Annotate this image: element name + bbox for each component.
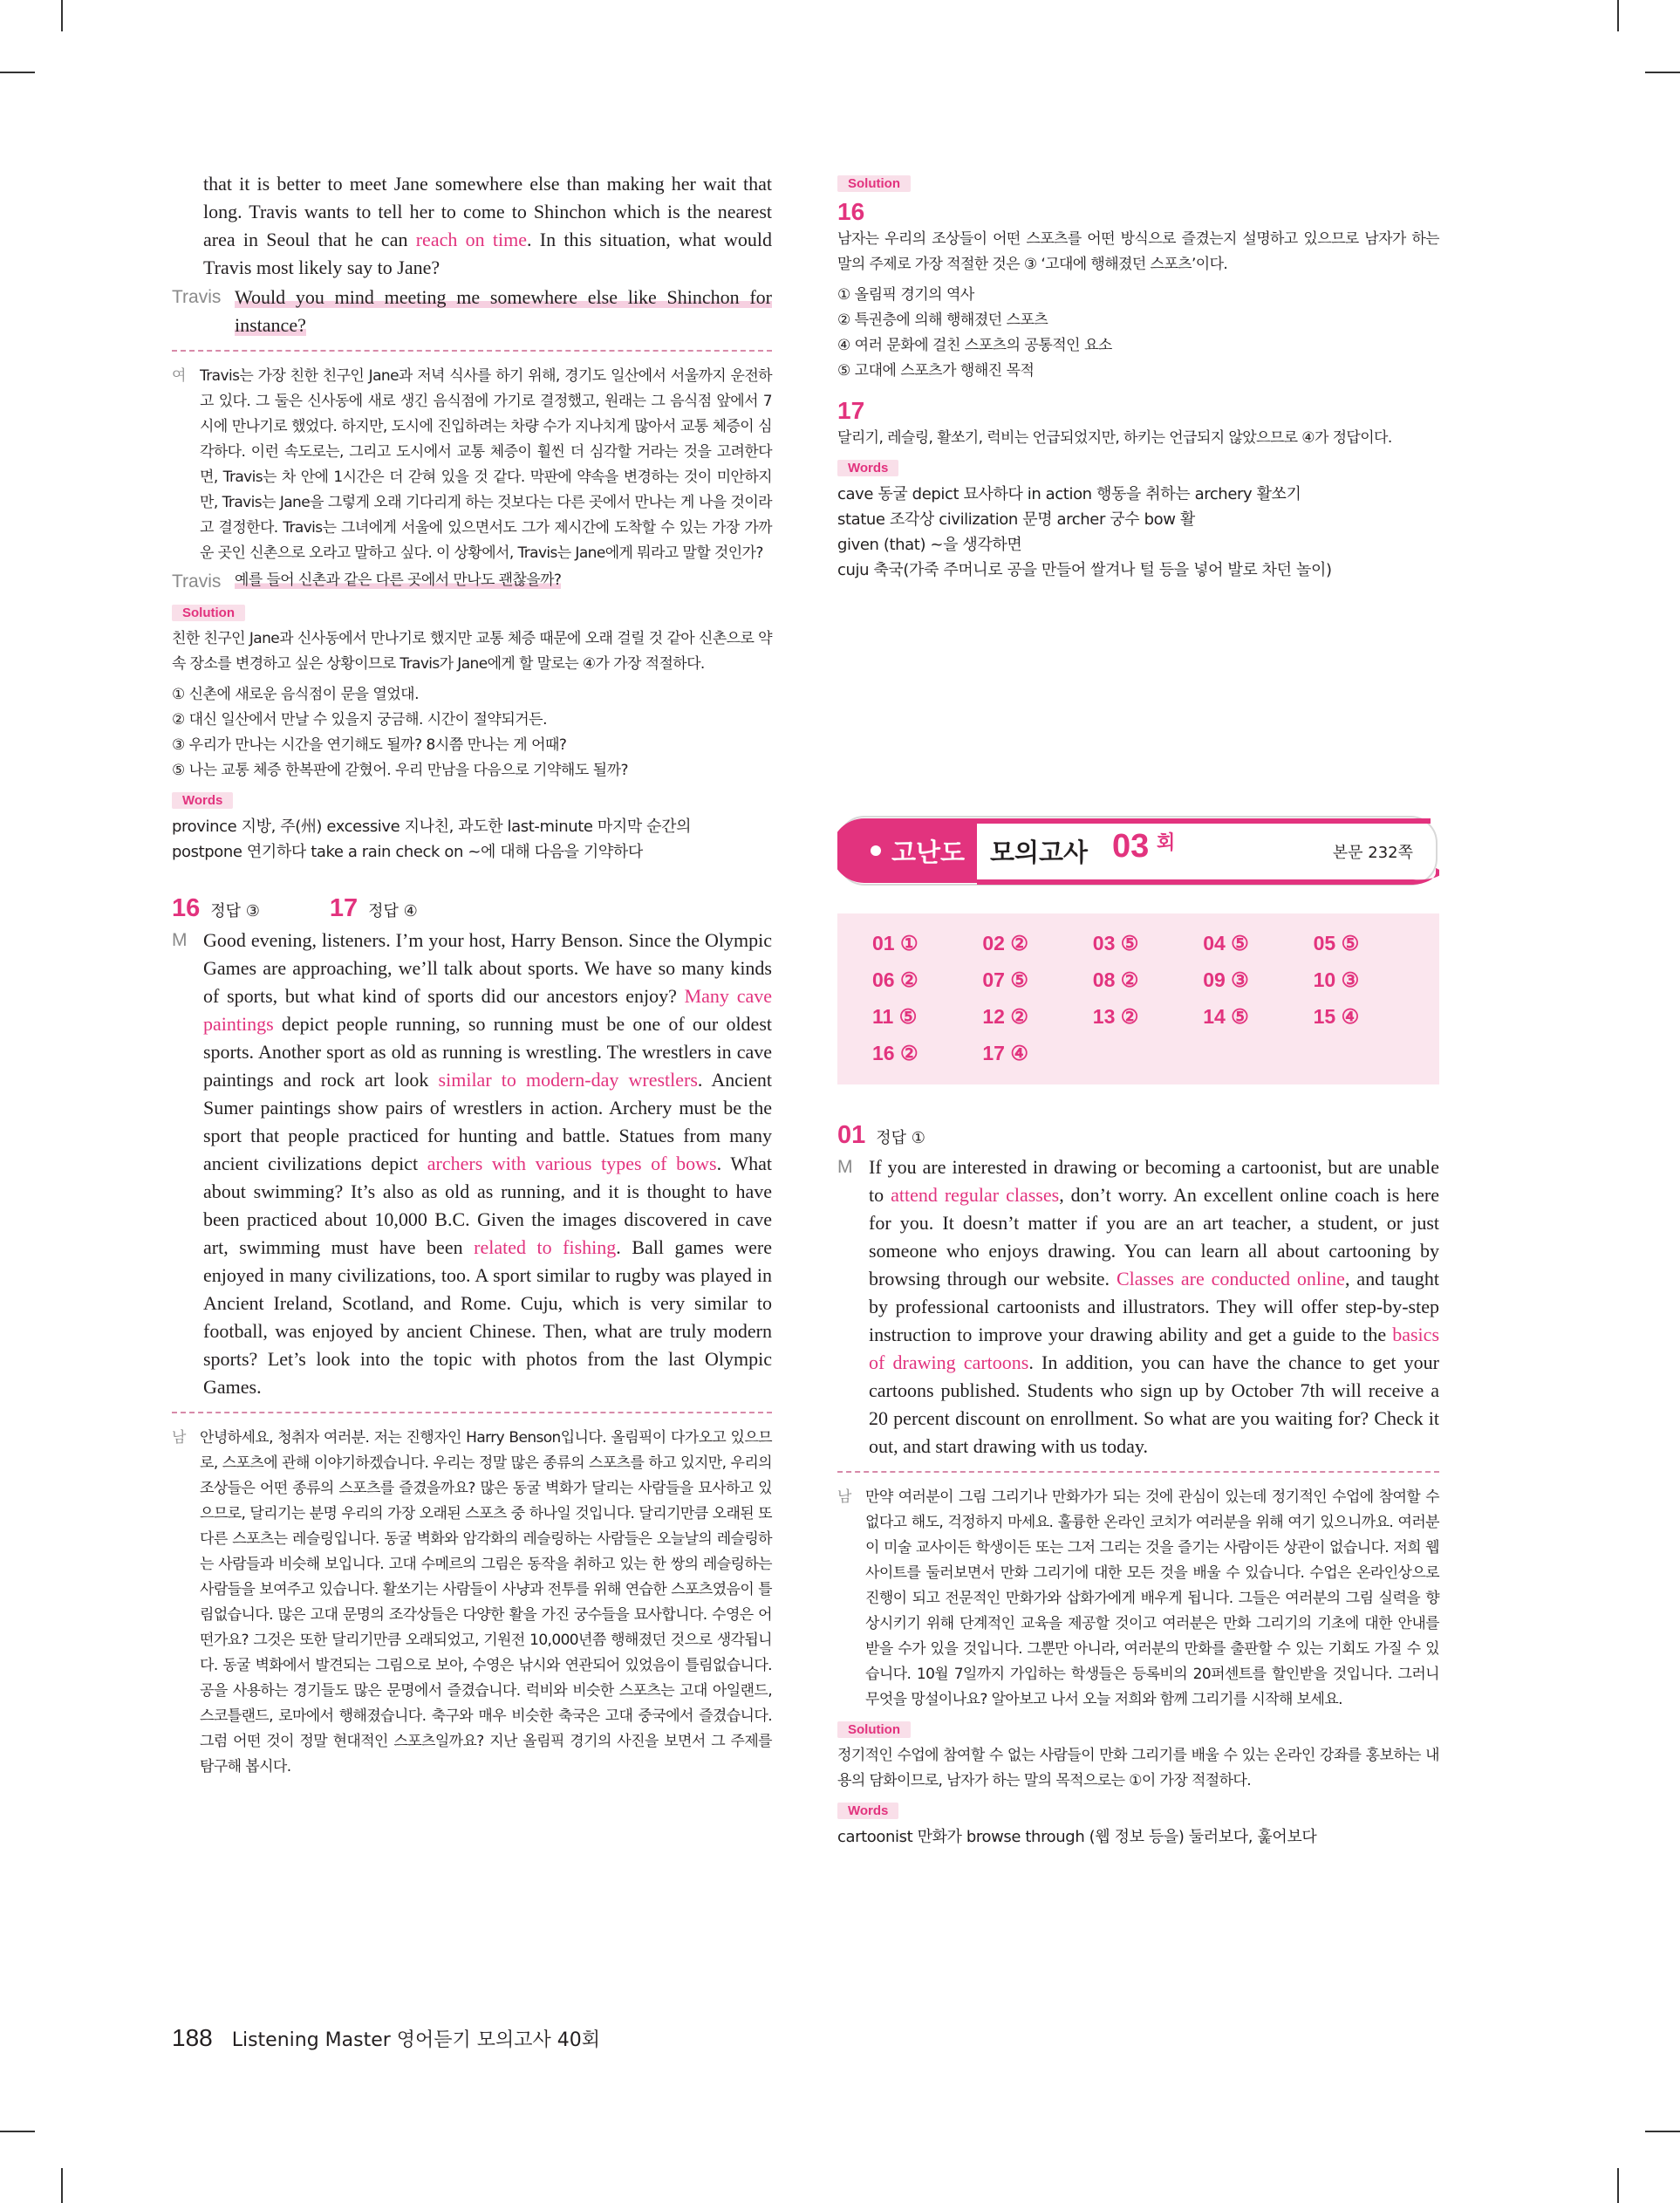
answer-key-item: 04 ⑤: [1203, 932, 1249, 954]
solution-tag: Solution: [172, 605, 245, 621]
answer-key-item: 03 ⑤: [1092, 932, 1139, 954]
script-segment: . Ball games were enjoyed in many civilizations, too. A sport similar to rugby was played in Ancient Ireland, Scotland, and Rome. Cuju, which is very similar to football, was enjoyed by ancient Chinese. Then, what are truly modern sports? Let’s look into the topic with photos from the last Olympic Games.: [203, 1236, 773, 1398]
answer-key-item: 17 ④: [982, 1042, 1028, 1064]
option-item: ⑤ 나는 교통 체증 한복판에 갇혔어. 우리 만남을 다음으로 기약해도 될까?: [172, 762, 629, 779]
vocab-line: province 지방, 주(州) excessive 지나친, 과도한 last-minute 마지막 순간의: [172, 818, 692, 836]
question-header: [837, 1121, 1439, 1150]
option-item: ③ 우리가 만나는 시간을 연기해도 될까? 8시쯤 만나는 게 어때?: [172, 736, 567, 754]
key-phrase: Many cave paintings: [203, 985, 772, 1035]
solution-text: 정기적인 수업에 참여할 수 없는 사람들이 만화 그리기를 배울 수 있는 온라인 강좌를 홍보하는 내용의 담화이므로, 남자가 하는 말의 목적으로는 ①이 가장 적절하다.: [837, 1747, 1439, 1789]
test-suffix: 회: [1157, 832, 1176, 854]
crop-mark: [1617, 0, 1619, 31]
solution-text: 달리기, 레슬링, 활쏘기, 럭비는 언급되었지만, 하키는 언급되지 않았으므로 ④가 정답이다.: [837, 429, 1392, 447]
solution-text: 친한 친구인 Jane과 신사동에서 만나기로 했지만 교통 체증 때문에 오래 걸릴 것 같아 신촌으로 약속 장소를 변경하고 싶은 상황이므로 Travis가 Jane에게 할 말로는 ④가 가장 적절하다.: [172, 630, 772, 673]
crop-mark: [0, 72, 35, 73]
question-number: 16: [172, 894, 201, 922]
speaker-label: 여: [172, 367, 187, 385]
answer-key-grid: [837, 913, 1439, 1084]
book-title: Listening Master 영어듣기 모의고사 40회: [231, 2029, 601, 2051]
answer-key-item: 15 ④: [1313, 1005, 1360, 1028]
speaker-label: 남: [837, 1488, 852, 1506]
answer-key-item: 09 ③: [1203, 968, 1249, 991]
korean-translation: [837, 1485, 1439, 1713]
words-tag: Words: [837, 1803, 898, 1819]
question-header: [172, 894, 772, 923]
test-banner: [837, 816, 1439, 887]
difficulty-label: 고난도: [891, 838, 966, 867]
script-text: that it is better to meet Jane somewhere else than making her wait that long. Travis wants to tell her to come to Shinchon which is the nearest area in Seoul that he can: [203, 173, 772, 250]
korean-travis-line: [172, 568, 772, 596]
speaker-label: M: [172, 930, 188, 950]
travis-line: [172, 284, 772, 339]
script-text: [869, 1153, 1439, 1461]
option-item: ① 신촌에 새로운 음식점이 문을 열었대.: [172, 686, 419, 703]
answer-label: 정답 ③: [210, 902, 260, 920]
vocab-line: cartoonist 만화가 browse through (웹 정보 등을) 둘러보다, 훑어보다: [837, 1828, 1317, 1846]
vocab-line: cuju 축국(가죽 주머니로 공을 만들어 쌀겨나 털 등을 넣어 발로 차던 놀이): [837, 561, 1332, 579]
answer-key-item: 01 ①: [872, 932, 919, 954]
script-segment: depict people running, so running must be one of our oldest sports. Another sport as old as running is wrestling. The wrestlers in cave paintings and rock art look: [203, 1013, 772, 1091]
option-list: [172, 682, 772, 783]
answer-key-item: 11 ⑤: [872, 1005, 918, 1028]
solution-text: 남자는 우리의 조상들이 어떤 스포츠를 어떤 방식으로 즐겼는지 설명하고 있으므로 남자가 하는 말의 주제로 가장 적절한 것은 ③ ‘고대에 행해졌던 스포츠’이다.: [837, 230, 1439, 273]
left-column: [172, 170, 772, 1780]
question-01-section: [837, 1121, 1439, 1850]
vocab-line: statue 조각상 civilization 문명 archer 궁수 bow 활: [837, 510, 1195, 529]
page-number: 188: [172, 2024, 213, 2051]
question-number: 17: [329, 894, 359, 922]
script-01: [837, 1153, 1439, 1461]
script-segment: , don’t worry. An excellent online coach is here for you. It doesn’t matter if you are an art teacher, a student, or just someone who enjoys drawing. You can learn all about cartooning by browsing through our website.: [869, 1184, 1439, 1290]
answer-key-item: 05 ⑤: [1313, 932, 1360, 954]
key-phrase: related to fishing: [474, 1236, 617, 1258]
option-item: ⑤ 고대에 스포츠가 행해진 목적: [837, 362, 1035, 380]
question-number: 01: [837, 1121, 866, 1149]
key-phrase: attend regular classes: [891, 1184, 1060, 1206]
vocab-line: postpone 연기하다 take a rain check on ~에 대해 다음을 기약하다: [172, 843, 643, 861]
speaker-label: Travis: [172, 571, 222, 592]
translation-text: Travis는 가장 친한 친구인 Jane과 저녁 식사를 하기 위해, 경기도 일산에서 서울까지 운전하고 있다. 그 둘은 신사동에 새로 생긴 음식점에 가기로 결정했고, 원래는 그 음식점 앞에서 7시에 만나기로 했었다. 하지만, 도시에 진입하려는 차량 수가 지나치게 많아서 교통 체증이 심각하다. 이런 속도로는, 그리고 도시에서 교통 체증이 훨씬 더 심각할 거라는 것을 고려한다면, Travis는 차 안에 1시간은 더 갇혀 있을 것 같다. 막판에 약속을 변경하는 것이 미안하지만, Travis는 Jane을 그렇게 오래 기다리게 하는 것보다는 다른 곳에서 만나는 게 나을 것이라고 결정한다. Travis는 그녀에게 서울에 있으면서도 그가 제시간에 도착할 수 있는 가장 가까운 곳인 신촌으로 오라고 말하고 싶다. 이 상황에서, Travis는 Jane에게 뭐라고 말할 것인가?: [200, 367, 772, 562]
korean-translation: [172, 364, 772, 566]
speaker-label: Travis: [172, 287, 222, 307]
crop-mark: [1617, 2168, 1619, 2203]
script-intro: [172, 170, 772, 282]
question-number: 16: [837, 198, 865, 225]
words-tag: Words: [172, 792, 233, 809]
key-phrase: reach on time: [415, 229, 527, 250]
answer-key-item: 14 ⑤: [1203, 1005, 1249, 1028]
script-segment: . In addition, you can have the chance to get your cartoons published. Students who sign up by October 7th will receive a 20 percent discount on enrollment. So what are you waiting for? Check it out, and start drawing with us today.: [869, 1351, 1439, 1457]
question-number: 17: [837, 397, 865, 424]
script-segment: , and taught by professional cartoonists and illustrators. They will offer step-by-step instruction to improve your drawing ability and get a guide to the: [869, 1268, 1439, 1345]
answer-label: 정답 ④: [368, 902, 418, 920]
answer-key-item: 08 ②: [1092, 968, 1139, 991]
vocab-line: given (that) ~을 생각하면: [837, 536, 1022, 554]
divider: [172, 1412, 772, 1413]
script-text: . In this situation, what would Travis most likely say to Jane?: [203, 229, 772, 278]
vocab-line: cave 동굴 depict 묘사하다 in action 행동을 취하는 archery 활쏘기: [837, 485, 1301, 503]
solution-tag: Solution: [837, 1721, 911, 1738]
option-item: ② 대신 일산에서 만날 수 있을지 궁금해. 시간이 절약되거든.: [172, 711, 547, 729]
banner-title: 모의고사: [990, 838, 1089, 867]
script-16: [172, 927, 772, 1401]
script-segment: If you are interested in drawing or becoming a cartoonist, but are unable to: [869, 1156, 1439, 1206]
option-item: ④ 여러 문화에 걸친 스포츠의 공통적인 요소: [837, 337, 1112, 354]
answer-key-item: 16 ②: [872, 1042, 919, 1064]
key-phrase: similar to modern-day wrestlers: [438, 1069, 698, 1091]
crop-mark: [61, 0, 63, 31]
answer-label: 정답 ①: [876, 1129, 925, 1147]
crop-mark: [1645, 72, 1680, 73]
option-item: ① 올림픽 경기의 역사: [837, 286, 974, 304]
translation-text: 안녕하세요, 청취자 여러분. 저는 진행자인 Harry Benson입니다. 올림픽이 다가오고 있으므로, 스포츠에 관해 이야기하겠습니다. 우리는 정말 많은 종류의 스포츠를 하고 있지만, 우리의 조상들은 어떤 종류의 스포츠를 즐겼을까요? 많은 동굴 벽화가 달리는 사람들을 묘사하고 있으므로, 달리기는 분명 우리의 가장 오래된 스포츠 중 하나일 것입니다. 달리기만큼 오래된 또 다른 스포츠는 레슬링입니다. 동굴 벽화와 암각화의 레슬링하는 사람들은 오늘날의 레슬링하는 사람들과 비슷해 보입니다. 고대 수메르의 그림은 동작을 취하고 있는 한 쌍의 레슬링하는 사람들을 보여주고 있습니다. 활쏘기는 사람들이 사냥과 전투를 위해 연습한 스포츠였음이 틀림없습니다. 많은 고대 문명의 조각상들은 다양한 활을 가진 궁수들을 묘사합니다. 수영은 어떤가요? 그것은 또한 달리기만큼 오래되었고, 기원전 10,000년쯤 행해졌던 것으로 생각됩니다. 동굴 벽화에서 발견되는 그림으로 보아, 수영은 낚시와 연관되어 있었음이 틀림없습니다. 공을 사용하는 경기들도 많은 문명에서 즐겼습니다. 럭비와 비슷한 스포츠는 고대 아일랜드, 스코틀랜드, 로마에서 행해졌습니다. 축구와 매우 비슷한 축국은 고대 중국에서 즐겼습니다. 그럼 어떤 것이 정말 현대적인 스포츠일까요? 지난 올림픽 경기의 사진을 보면서 그 주제를 탐구해 봅시다.: [200, 1429, 772, 1775]
speaker-label: M: [837, 1157, 853, 1177]
right-column: [837, 170, 1439, 1846]
answer-key-item: 13 ②: [1092, 1005, 1139, 1028]
option-list: [837, 283, 1439, 384]
divider: [172, 350, 772, 352]
answer-key-item: 10 ③: [1313, 968, 1360, 991]
words-tag: Words: [837, 460, 898, 476]
script-segment: Good evening, listeners. I’m your host, Harry Benson. Since the Olympic Games are approaching, we’ll talk about sports. We have so many kinds of sports, but what kind of sports did our ancestors enjoy?: [203, 929, 772, 1007]
script-segment: . What about swimming? It’s also as old as running, and it is thought to have been practiced about 10,000 B.C. Given the images discovered in cave art, swimming must have been: [203, 1153, 772, 1258]
solution-tag: Solution: [837, 175, 911, 192]
translation-text: 만약 여러분이 그림 그리기나 만화가가 되는 것에 관심이 있는데 정기적인 수업에 참여할 수 없다고 해도, 걱정하지 마세요. 훌륭한 온라인 코치가 여러분을 위해 여기 있으니까요. 여러분이 미술 교사이든 학생이든 또는 그저 그리는 것을 즐기는 사람이든 상관이 없습니다. 저희 웹 사이트를 둘러보면서 만화 그리기에 대한 모든 것을 배울 수 있습니다. 수업은 온라인상으로 진행이 되고 전문적인 만화가와 삽화가에게 배우게 됩니다. 그들은 여러분의 그림 실력을 향상시키기 위해 단계적인 교육을 제공할 것이고 여러분은 만화 그리기의 기초에 대한 안내를 받을 수가 있을 것입니다. 그뿐만 아니라, 여러분의 만화를 출판할 수 있는 기회도 가질 수 있습니다. 10월 7일까지 가입하는 학생들은 등록비의 20퍼센트를 할인받을 것입니다. 그러니 무엇을 망설이나요? 알아보고 나서 오늘 저희와 함께 그리기를 시작해 보세요.: [865, 1488, 1439, 1708]
key-phrase: archers with various types of bows: [427, 1153, 717, 1174]
option-item: ② 특권층에 의해 행해졌던 스포츠: [837, 311, 1048, 329]
answer-key-item: 02 ②: [982, 932, 1028, 954]
answer-key-item: 12 ②: [982, 1005, 1028, 1028]
key-phrase: Classes are conducted online: [1116, 1268, 1345, 1290]
speaker-label: 남: [172, 1429, 187, 1447]
divider: [837, 1471, 1439, 1473]
script-text: [203, 927, 772, 1401]
crop-mark: [61, 2168, 63, 2203]
answer-key-item: 07 ⑤: [982, 968, 1028, 991]
crop-mark: [1645, 2131, 1680, 2132]
test-number: 03: [1112, 828, 1150, 865]
korean-translation: [172, 1426, 772, 1780]
key-phrase: basics of drawing cartoons: [869, 1324, 1439, 1373]
page-footer: [172, 2024, 600, 2052]
translation-answer: 예를 들어 신촌과 같은 다른 곳에서 만나도 괜찮을까?: [235, 571, 562, 589]
answer-line: [235, 284, 772, 339]
script-segment: . Ancient Sumer paintings show pairs of wrestlers in action. Archery must be the sport that people practiced for hunting and battle. Statues from many ancient civilizations depict: [203, 1069, 772, 1174]
page-reference: 본문 232쪽: [1332, 844, 1413, 862]
answer-key-item: 06 ②: [872, 968, 919, 991]
crop-mark: [0, 2131, 35, 2132]
answer-text: Would you mind meeting me somewhere else like Shinchon for instance?: [235, 286, 772, 336]
